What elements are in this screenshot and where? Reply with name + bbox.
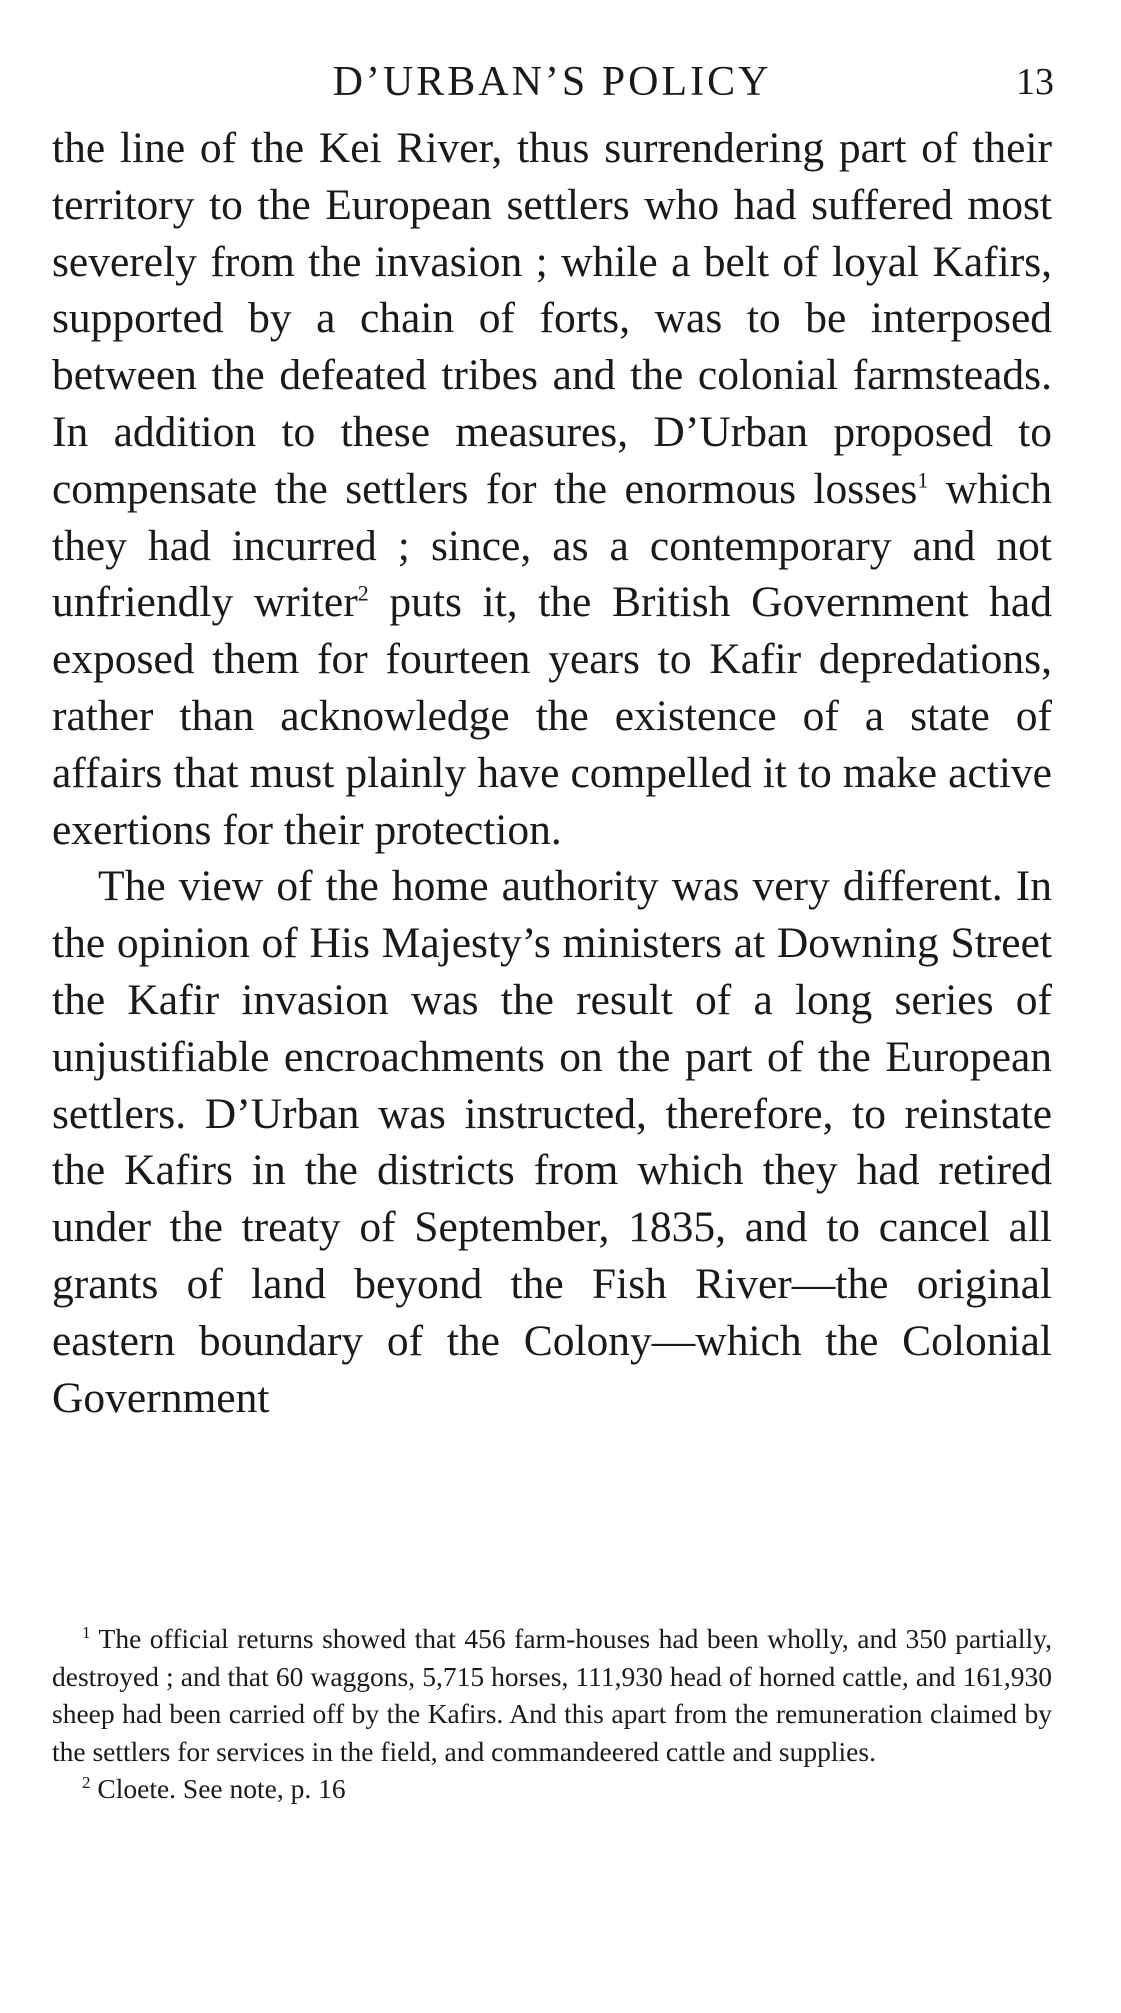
running-head <box>52 52 1052 112</box>
page-number: 13 <box>1016 61 1054 103</box>
paragraph-1-text-b: which they had incurred ; since, as a contemporary and not unfriendly writer <box>52 464 1052 627</box>
paragraph-1-text-a: the line of the Kei River, thus surrendering part of their territory to the European settlers who had suffered most severely from the invasion ; while a belt of loyal Kafirs, supported by a chain of forts, was to be interposed between the defeated tribes and the colonial farmsteads. In addition to these measures, D’Urban proposed to compensate the settlers for the enormous losses <box>52 124 1052 513</box>
footnote-ref-1: 1 <box>917 467 929 493</box>
body-text <box>52 120 1052 1426</box>
paragraph-1-text-c: puts it, the British Government had exposed them for fourteen years to Kafir depredations, rather than acknowledge the existence of a state of affairs that must plainly have compelled it to make active exertions for their protection. <box>52 578 1052 854</box>
footnote-1-text: The official returns showed that 456 farm-houses had been wholly, and 350 partially, destroyed ; and that 60 waggons, 5,715 horses, 111,930 head of horned cattle, and 161,930 sheep had been carried off by the Kafirs. And this apart from the remuneration claimed by the settlers for services in the field, and commandeered cattle and supplies. <box>52 1623 1052 1767</box>
footnote-2-marker: 2 <box>82 1772 91 1792</box>
footnote-1-marker: 1 <box>82 1622 91 1642</box>
footnote-2 <box>52 1770 1052 1808</box>
footnote-ref-2: 2 <box>357 580 369 606</box>
footnote-2-text: Cloete. See note, p. 16 <box>90 1773 346 1804</box>
running-title: D’URBAN’S POLICY <box>332 59 772 105</box>
footnote-1 <box>52 1620 1052 1770</box>
footnotes <box>52 1620 1052 1808</box>
paragraph-1 <box>52 120 1052 858</box>
paragraph-2: The view of the home authority was very different. In the opinion of His Majesty’s ministers at Downing Street the Kafir invasion was the result of a long series of unjustifiable encroachments on the part of the European settlers. D’Urban was instructed, therefore, to reinstate the Kafirs in the districts from which they had retired under the treaty of September, 1835, and to cancel all grants of land beyond the Fish River—the original eastern boundary of the Colony—which the Colonial Government <box>52 862 1052 1422</box>
book-page <box>52 0 1052 2013</box>
